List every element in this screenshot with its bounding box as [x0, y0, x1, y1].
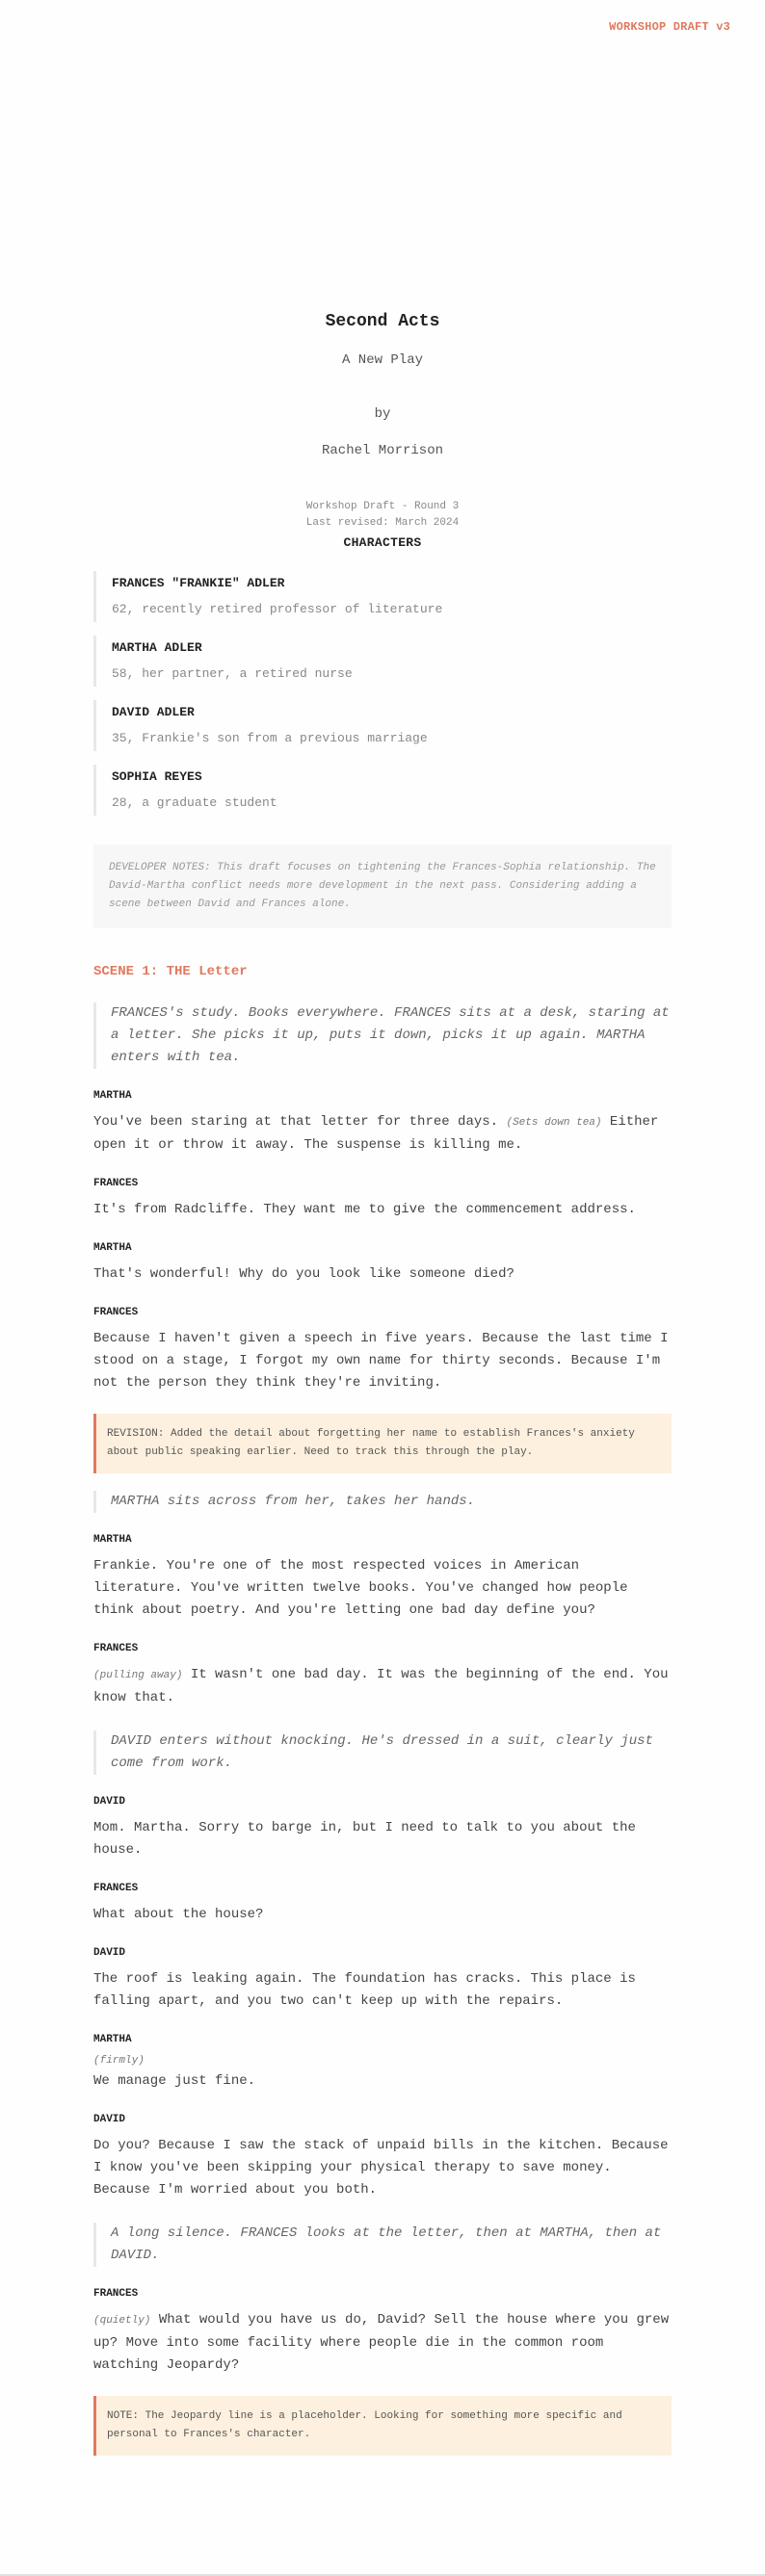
dialogue-line: Mom. Martha. Sorry to barge in, but I need to talk to you about the house.	[93, 1820, 636, 1858]
developer-notes: DEVELOPER NOTES: This draft focuses on tightening the Frances-Sophia relationship. The David-Martha conflict needs more development in the next pass. Considering adding a scene between David and Frances alone.	[93, 845, 672, 928]
title-block	[93, 309, 672, 532]
stage-direction: MARTHA sits across from her, takes her hands.	[93, 1491, 672, 1513]
dialogue-line: Frankie. You're one of the most respected voices in American literature. You've written twelve books. You've changed how people think about poetry. And you're letting one bad day define you?	[93, 1558, 628, 1618]
script-page	[93, 0, 672, 2456]
stage-direction: FRANCES's study. Books everywhere. FRANCES sits at a desk, staring at a letter. She picks it up, puts it down, picks it up again. MARTHA enters with tea.	[93, 1002, 672, 1069]
speaker-name: MARTHA	[93, 2034, 132, 2045]
speaker-name: DAVID	[93, 1947, 126, 1959]
character-description: 35, Frankie's son from a previous marriage	[112, 731, 428, 745]
dialogue-line	[93, 2309, 672, 2377]
last-revised: Last revised: March 2024	[305, 517, 460, 529]
dialogue-line	[93, 1111, 672, 1157]
dialogue-line	[93, 1664, 672, 1709]
character-name: SOPHIA REYES	[112, 769, 202, 784]
parenthetical: (firmly)	[93, 2055, 145, 2067]
character-description: 28, a graduate student	[112, 795, 277, 810]
dialogue-line: Do you? Because I saw the stack of unpaid bills in the kitchen. Because I know you've been skipping your physical therapy to save money. Because I'm worried about you both.	[93, 2138, 669, 2198]
character-entry	[93, 636, 672, 687]
play-subtitle: A New Play	[341, 352, 423, 368]
dialogue-line: The roof is leaking again. The foundation has cracks. This place is falling apart, and you two can't keep up with the repairs.	[93, 1971, 636, 2009]
character-name: FRANCES "FRANKIE" ADLER	[112, 576, 285, 590]
speaker-name: FRANCES	[93, 1307, 139, 1318]
author-name: Rachel Morrison	[321, 443, 444, 458]
speaker-name: MARTHA	[93, 1242, 132, 1254]
speaker-name: DAVID	[93, 2114, 126, 2125]
speaker-name: DAVID	[93, 1796, 126, 1808]
parenthetical: (Sets down tea)	[506, 1117, 602, 1129]
character-description: 58, her partner, a retired nurse	[112, 666, 353, 681]
stage-direction: A long silence. FRANCES looks at the letter, then at MARTHA, then at DAVID.	[93, 2223, 672, 2267]
draft-meta	[93, 499, 672, 532]
speaker-name: FRANCES	[93, 1178, 139, 1189]
dialogue-line: That's wonderful! Why do you look like someone died?	[93, 1266, 514, 1282]
speaker-name: FRANCES	[93, 2288, 139, 2300]
byline-by: by	[374, 406, 391, 422]
character-description: 62, recently retired professor of literature	[112, 602, 443, 616]
dialogue-line: Because I haven't given a speech in five years. Because the last time I stood on a stage, I forgot my own name for thirty seconds. Because I'm not the person they think they're inviting.	[93, 1331, 669, 1391]
speaker-name: MARTHA	[93, 1090, 132, 1102]
character-entry	[93, 571, 672, 622]
scene-heading: SCENE 1: THE Letter	[93, 964, 248, 979]
speaker-name: FRANCES	[93, 1883, 139, 1894]
play-title: Second Acts	[325, 312, 440, 331]
character-entry	[93, 765, 672, 816]
dialogue-text: It wasn't one bad day. It was the beginning of the end. You know that.	[93, 1667, 669, 1705]
stage-direction: DAVID enters without knocking. He's dressed in a suit, clearly just come from work.	[93, 1730, 672, 1775]
dialogue-text: Either open it or throw it away. The suspense is killing me.	[93, 1114, 659, 1153]
characters-heading: CHARACTERS	[343, 535, 422, 550]
character-entry	[93, 700, 672, 751]
parenthetical: (quietly)	[93, 2315, 151, 2327]
character-name: DAVID ADLER	[112, 705, 195, 719]
revision-note: REVISION: Added the detail about forgetting her name to establish Frances's anxiety about public speaking earlier. Need to track this through the play.	[93, 1414, 672, 1473]
dialogue-text: You've been staring at that letter for three days.	[93, 1114, 499, 1130]
speaker-name: FRANCES	[93, 1643, 139, 1654]
speaker-name: MARTHA	[93, 1534, 132, 1546]
dialogue-line: It's from Radcliffe. They want me to give the commencement address.	[93, 1202, 636, 1217]
character-list	[93, 571, 672, 816]
draft-version-badge: WORKSHOP DRAFT v3	[609, 20, 730, 34]
draft-round: Workshop Draft - Round 3	[305, 501, 460, 512]
character-name: MARTHA ADLER	[112, 640, 202, 655]
dialogue-line: What about the house?	[93, 1907, 264, 1922]
dialogue-text: What would you have us do, David? Sell the house where you grew up? Move into some facility where people die in the common room watching Jeopardy?	[93, 2312, 670, 2373]
dialogue-line: We manage just fine.	[93, 2073, 256, 2089]
placeholder-note: NOTE: The Jeopardy line is a placeholder. Looking for something more specific and personal to Frances's character.	[93, 2396, 672, 2456]
parenthetical: (pulling away)	[93, 1670, 183, 1681]
